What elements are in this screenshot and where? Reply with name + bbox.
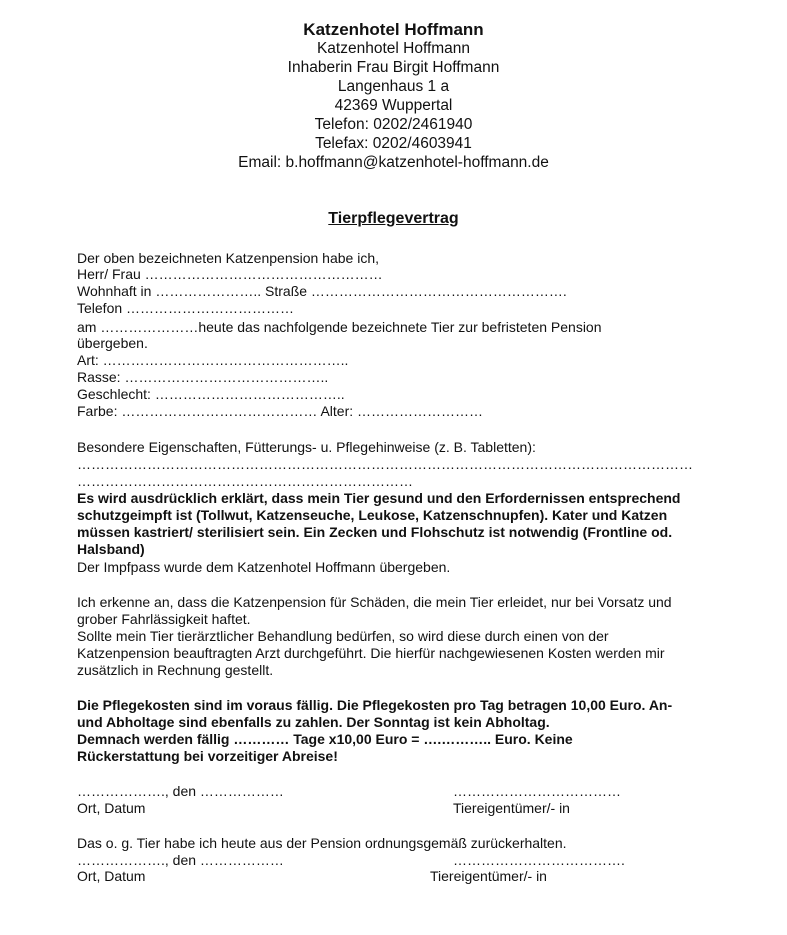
form-uebergeben: übergeben. <box>77 335 148 351</box>
ort-datum-dots: ………………., den ……………… <box>77 783 284 799</box>
form-eigenschaften: Besondere Eigenschaften, Fütterungs- u. Pflegehinweise (z. B. Tabletten): <box>77 439 536 455</box>
owner-signature-dots-2: ………………………………. <box>453 852 625 868</box>
form-herr-frau: Herr/ Frau …………………………………………… <box>77 266 383 282</box>
costs-line-1: Die Pflegekosten sind im voraus fällig. Die Pflegekosten pro Tag betragen 10,00 Euro. An- <box>77 697 673 713</box>
health-line-4: Halsband) <box>77 541 145 557</box>
form-wohnhaft: Wohnhaft in ………………….. Straße ………………………………………………. <box>77 283 567 299</box>
form-geschlecht: Geschlecht: ………………………………….. <box>77 386 345 402</box>
health-line-1: Es wird ausdrücklich erklärt, dass mein Tier gesund und den Erfordernissen entsprechend <box>77 490 681 506</box>
owner-signature-label: Tiereigentümer/- in <box>453 800 570 816</box>
costs-line-4: Rückerstattung bei vorzeitiger Abreise! <box>77 748 338 764</box>
impfpass-text: Der Impfpass wurde dem Katzenhotel Hoffmann übergeben. <box>77 559 451 575</box>
costs-line-2: und Abholtage sind ebenfalls zu zahlen. Der Sonntag ist kein Abholtag. <box>77 714 550 730</box>
liability-line-1: Ich erkenne an, dass die Katzenpension für Schäden, die mein Tier erleidet, nur bei Vorsatz und <box>77 594 672 610</box>
header-line-street: Langenhaus 1 a <box>337 78 450 95</box>
form-farbe-alter: Farbe: …………………………………… Alter: ……………………… <box>77 403 484 419</box>
header-line-email: Email: b.hoffmann@katzenhotel-hoffmann.de <box>238 154 549 171</box>
form-am-line: am …………………heute das nachfolgende bezeichnete Tier zur befristeten Pension <box>77 319 602 335</box>
owner-signature-label-2: Tiereigentümer/- in <box>430 868 547 884</box>
costs-line-3: Demnach werden fällig ………… Tage x10,00 Euro = ….……….. Euro. Keine <box>77 731 573 747</box>
liability-line-3: Sollte mein Tier tierärztlicher Behandlung bedürfen, so wird diese durch einen von der <box>77 628 609 644</box>
header-line-city: 42369 Wuppertal <box>334 97 453 114</box>
form-art: Art: …………………………………………….. <box>77 352 349 368</box>
liability-line-2: grober Fahrlässigkeit haftet. <box>77 611 251 627</box>
header-line-fax: Telefax: 0202/4603941 <box>315 135 472 152</box>
header-line-name: Katzenhotel Hoffmann <box>316 40 471 57</box>
liability-line-5: zusätzlich in Rechnung gestellt. <box>77 662 274 678</box>
health-line-2: schutzgeimpft ist (Tollwut, Katzenseuche, Leukose, Katzenschnupfen). Kater und Katzen <box>77 507 668 523</box>
form-telefon: Telefon ……………………………… <box>77 300 295 316</box>
ort-datum-label: Ort, Datum <box>77 800 146 816</box>
form-rasse: Rasse: …………………………………….. <box>77 369 329 385</box>
header-line-phone: Telefon: 0202/2461940 <box>314 116 473 133</box>
form-dots-line-1: …………………………………………………………………………………………………………………… <box>77 456 693 472</box>
liability-line-4: Katzenpension beauftragten Arzt durchgeführt. Die hierfür nachgewiesenen Kosten werden mir <box>77 645 665 661</box>
form-dots-line-2: ……………………………………………………………… <box>77 473 413 489</box>
form-intro: Der oben bezeichneten Katzenpension habe ich, <box>77 250 379 266</box>
hotel-title: Katzenhotel Hoffmann <box>303 20 484 39</box>
health-line-3: müssen kastriert/ sterilisiert sein. Ein Zecken und Flohschutz ist notwendig (Frontline od. <box>77 524 673 540</box>
document-title: Tierpflegevertrag <box>328 210 459 227</box>
return-statement: Das o. g. Tier habe ich heute aus der Pension ordnungsgemäß zurückerhalten. <box>77 835 567 851</box>
owner-signature-dots: ……………………………… <box>453 783 621 799</box>
header-line-owner: Inhaberin Frau Birgit Hoffmann <box>287 59 500 76</box>
ort-datum-label-2: Ort, Datum <box>77 868 146 884</box>
ort-datum-dots-2: ………………., den ……………… <box>77 852 284 868</box>
